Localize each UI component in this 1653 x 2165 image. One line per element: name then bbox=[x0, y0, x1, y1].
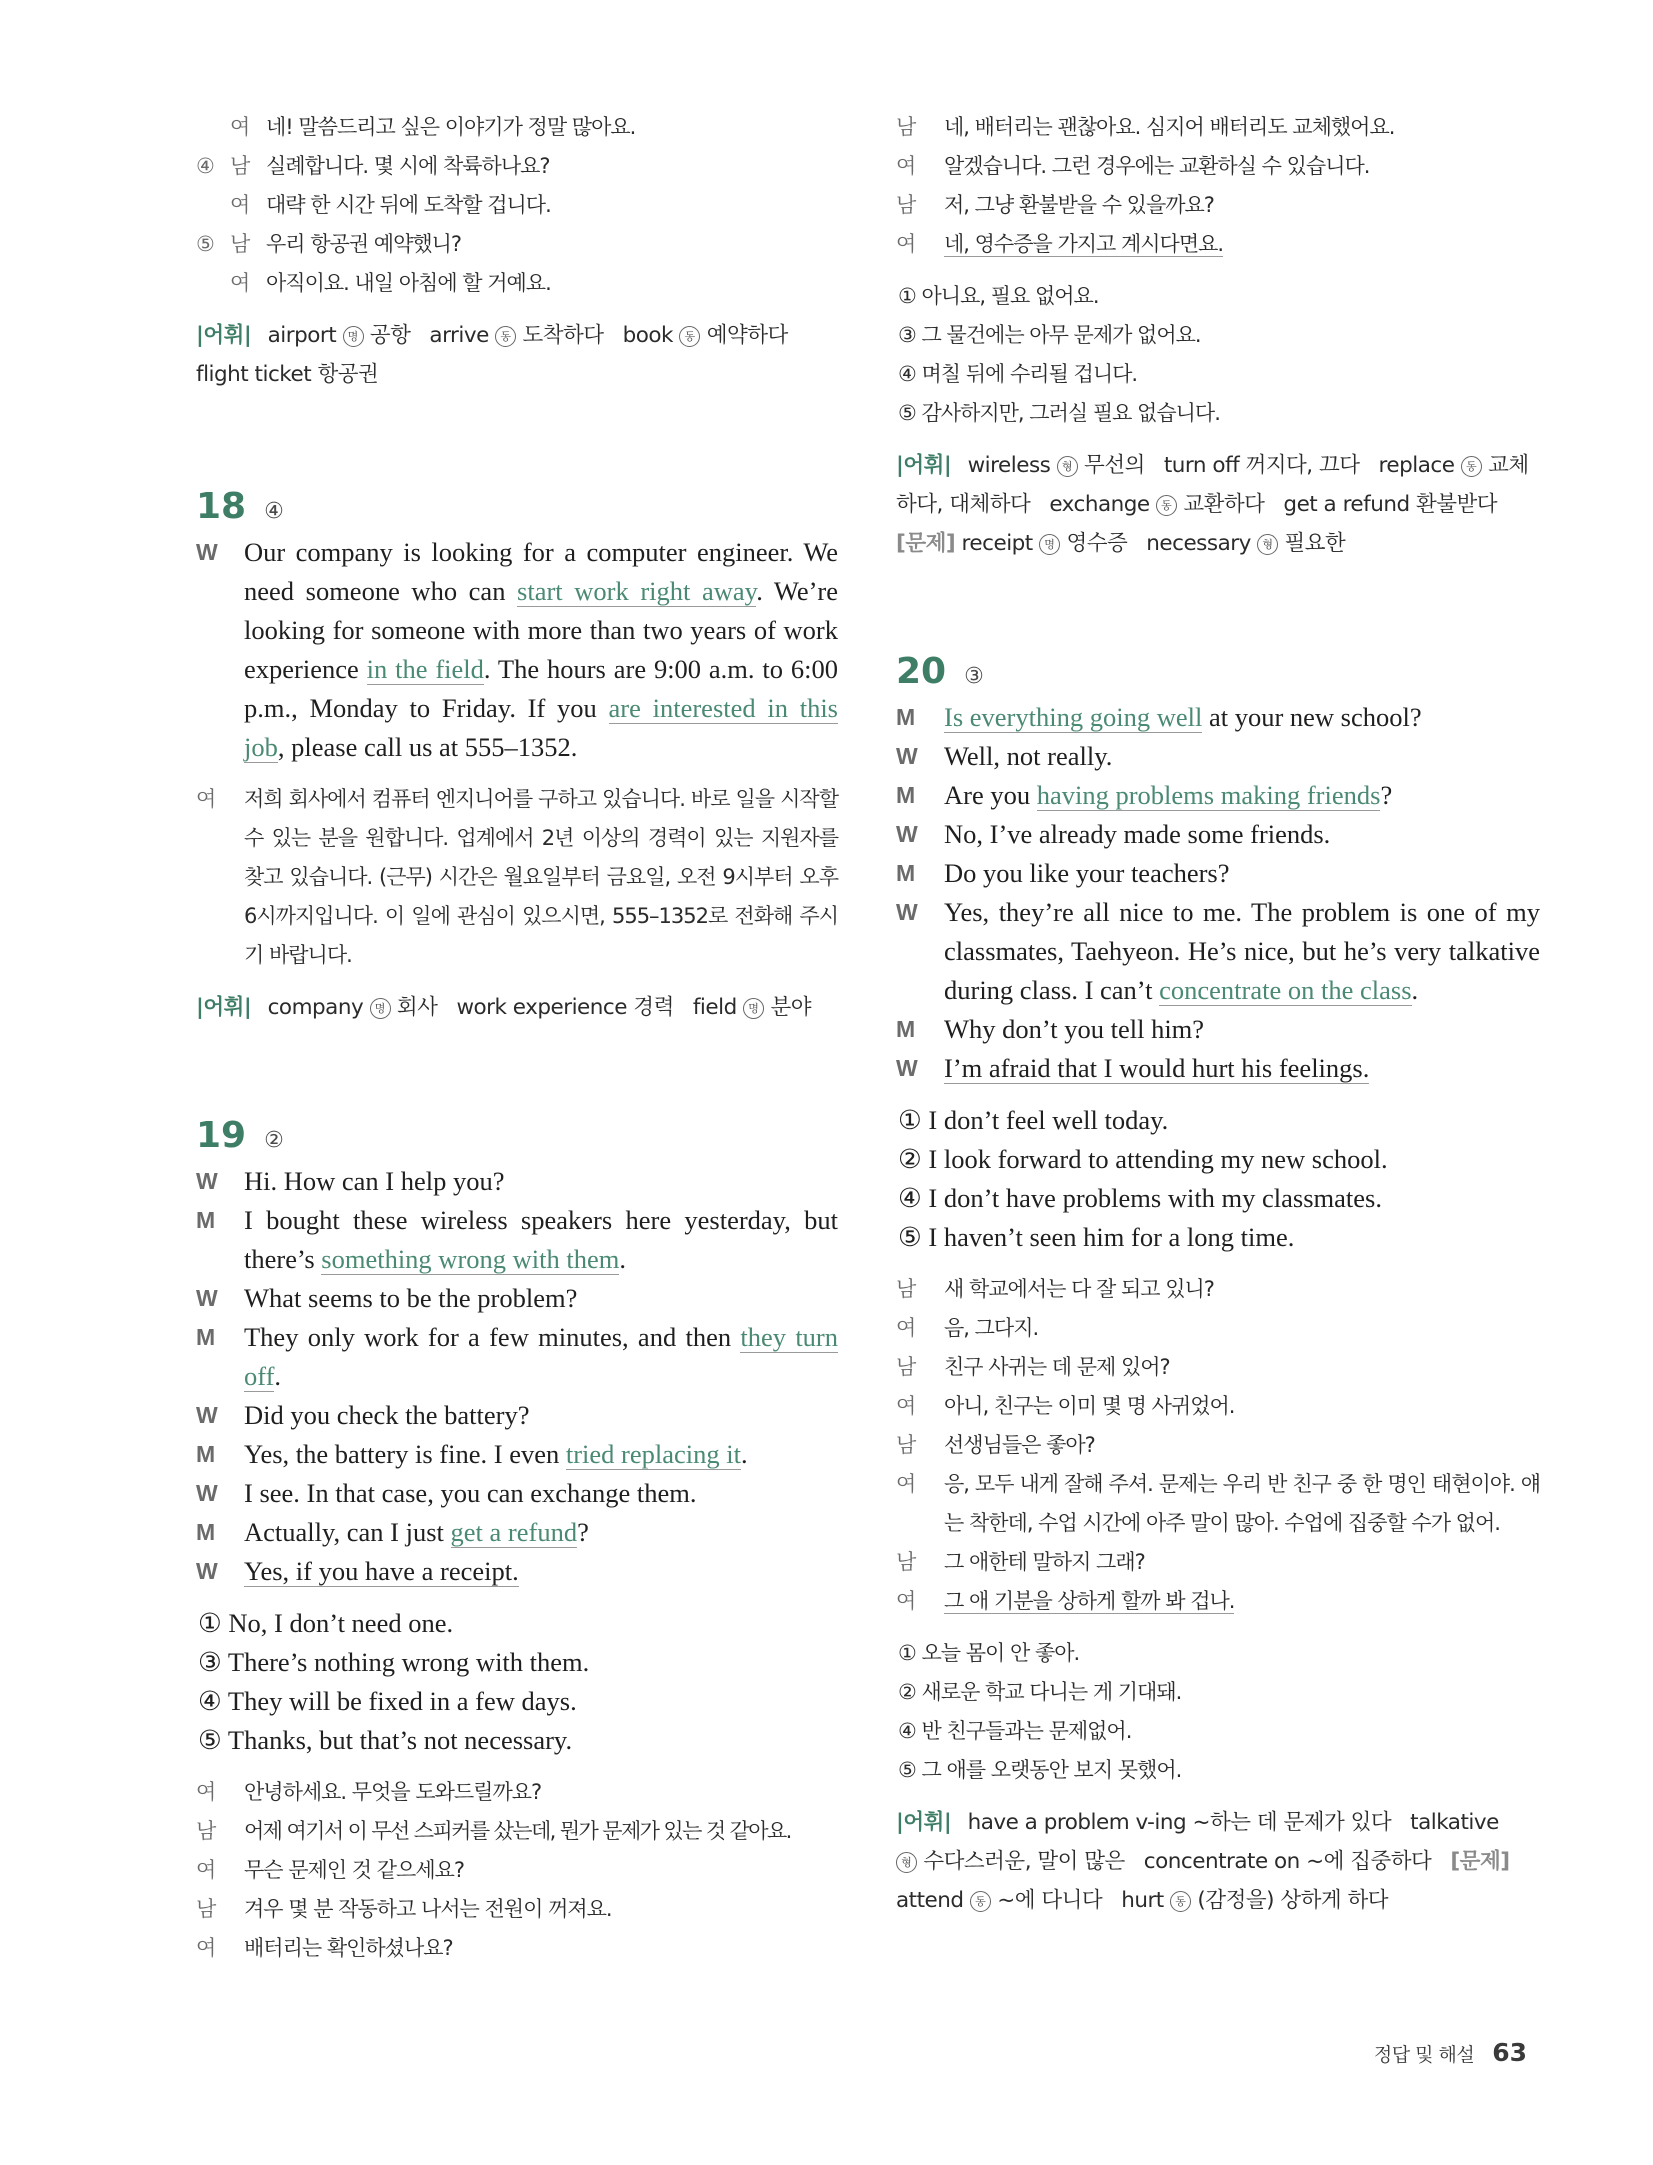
vocab-word: necessary bbox=[1146, 531, 1251, 556]
script-text: I see. In that case, you can exchange them. bbox=[244, 1478, 697, 1508]
script-text: Yes, the battery is fine. I even tried replacing it. bbox=[244, 1439, 748, 1469]
vocab-meaning: 필요한 bbox=[1284, 531, 1346, 556]
speaker-label: W bbox=[896, 1055, 918, 1081]
translation-line bbox=[196, 1890, 838, 1929]
speaker-label: 여 bbox=[896, 154, 916, 178]
translation-line bbox=[896, 186, 1540, 225]
script-line bbox=[896, 698, 1540, 737]
part-of-speech-icon: 명 bbox=[370, 998, 391, 1019]
vocab-tag: [문제] bbox=[1450, 1849, 1510, 1874]
question-header bbox=[196, 1115, 838, 1156]
korean-text: 우리 항공권 예약했니? bbox=[266, 232, 462, 256]
translation-text: 어제 여기서 이 무선 스피커를 샀는데, 뭔가 문제가 있는 것 같아요. bbox=[244, 1819, 791, 1843]
script-text: Actually, can I just get a refund? bbox=[244, 1517, 589, 1547]
part-of-speech-icon: 형 bbox=[1257, 534, 1278, 555]
vocab-meaning: 무선의 bbox=[1084, 453, 1145, 478]
vocab-tag: [문제] bbox=[896, 531, 956, 556]
option-item: ③ There’s nothing wrong with them. bbox=[198, 1647, 590, 1677]
option-item: ④ 며칠 뒤에 수리될 겁니다. bbox=[898, 362, 1138, 386]
script-line bbox=[196, 1513, 838, 1552]
speaker-label: W bbox=[196, 1558, 218, 1584]
key-phrase: concentrate on the class bbox=[1159, 975, 1412, 1005]
part-of-speech-icon: 형 bbox=[1057, 456, 1078, 477]
question-number: 19 bbox=[196, 1115, 247, 1156]
speaker-label: 여 bbox=[196, 1858, 216, 1882]
translation-text: 응, 모두 내게 잘해 주셔. 문제는 우리 반 친구 중 한 명인 태현이야. 얘는 착한데, 수업 시간에 아주 말이 많아. 수업에 집중할 수가 없어. bbox=[944, 1472, 1540, 1535]
translation-text: 저, 그냥 환불받을 수 있을까요? bbox=[944, 193, 1214, 217]
vocab-word: arrive bbox=[429, 323, 489, 348]
script-text: Is everything going well at your new school? bbox=[944, 702, 1422, 732]
translation-line bbox=[896, 1348, 1540, 1387]
translation-line bbox=[896, 225, 1540, 264]
translation-line bbox=[196, 780, 838, 975]
vocabulary-box bbox=[896, 1803, 1540, 1920]
answer-mark: ③ bbox=[964, 664, 984, 689]
translation-line bbox=[896, 1426, 1540, 1465]
translation-line bbox=[896, 1309, 1540, 1348]
speaker-label: W bbox=[196, 1480, 218, 1506]
option-item: ⑤ 그 애를 오랫동안 보지 못했어. bbox=[898, 1758, 1182, 1782]
korean-text: 네! 말씀드리고 싶은 이야기가 정말 많아요. bbox=[266, 115, 636, 139]
answer-mark: ② bbox=[264, 1128, 284, 1153]
vocab-meaning: 분야 bbox=[770, 995, 811, 1020]
speaker-label: 여 bbox=[896, 1589, 916, 1613]
speaker-label: 남 bbox=[196, 1819, 216, 1843]
script-text: Do you like your teachers? bbox=[944, 858, 1230, 888]
script-line bbox=[196, 1201, 838, 1279]
option-item: ② I look forward to attending my new school. bbox=[898, 1144, 1388, 1174]
translation-line bbox=[896, 108, 1540, 147]
question-header bbox=[896, 651, 1540, 692]
part-of-speech-icon: 동 bbox=[495, 326, 516, 347]
translation-text: 저희 회사에서 컴퓨터 엔지니어를 구하고 있습니다. 바로 일을 시작할 수 있는 분을 원합니다. 업계에서 2년 이상의 경력이 있는 지원자를 찾고 있습니다. (근무) 시간은 월요일부터 금요일, 오전 9시부터 오후 6시까지입니다. 이 일에 관심이 있으시면, 555–1352로 전화해 주시기 바랍니다. bbox=[244, 787, 838, 967]
script-text: They only work for a few minutes, and then they turn off. bbox=[244, 1322, 839, 1391]
vocabulary-box bbox=[196, 316, 838, 394]
speaker-label: M bbox=[896, 860, 916, 886]
speaker-label: W bbox=[896, 821, 918, 847]
option-item: ⑤ 감사하지만, 그러실 필요 없습니다. bbox=[898, 401, 1220, 425]
script-line bbox=[896, 815, 1540, 854]
korean-text: 실례합니다. 몇 시에 착륙하나요? bbox=[266, 154, 550, 178]
answer-mark: ④ bbox=[264, 499, 284, 524]
option-item: ⑤ Thanks, but that’s not necessary. bbox=[198, 1725, 573, 1755]
key-phrase: get a refund bbox=[450, 1517, 578, 1547]
translation-text: 알겠습니다. 그런 경우에는 교환하실 수 있습니다. bbox=[944, 154, 1370, 178]
translation-text: 친구 사귀는 데 문제 있어? bbox=[944, 1355, 1170, 1379]
speaker-label: W bbox=[196, 539, 218, 565]
translation-line bbox=[896, 1543, 1540, 1582]
translation-line bbox=[196, 1851, 838, 1890]
korean-line bbox=[196, 225, 838, 264]
part-of-speech-icon: 동 bbox=[679, 326, 700, 347]
speaker-label: M bbox=[196, 1207, 216, 1233]
part-of-speech-icon: 동 bbox=[970, 1891, 991, 1912]
speaker-label: 여 bbox=[230, 115, 250, 139]
script-text: Well, not really. bbox=[944, 741, 1113, 771]
speaker-label: 남 bbox=[896, 1550, 916, 1574]
speaker-label: M bbox=[896, 1016, 916, 1042]
script-line bbox=[196, 1162, 838, 1201]
vocab-tag: |어휘| bbox=[196, 323, 252, 348]
vocab-entry: have a problem v-ing ~하는 데 문제가 있다 bbox=[967, 1810, 1392, 1835]
korean-line bbox=[196, 186, 838, 225]
option-item: ③ 그 물건에는 아무 문제가 없어요. bbox=[898, 323, 1201, 347]
part-of-speech-icon: 명 bbox=[343, 326, 364, 347]
option-item: ① No, I don’t need one. bbox=[198, 1608, 454, 1638]
speaker-label: 남 bbox=[896, 115, 916, 139]
speaker-label: 남 bbox=[230, 232, 250, 256]
translation-line bbox=[896, 1387, 1540, 1426]
vocab-meaning: 예약하다 bbox=[706, 323, 788, 348]
option-item: ④ 반 친구들과는 문제없어. bbox=[898, 1719, 1132, 1743]
translation-line bbox=[196, 1773, 838, 1812]
speaker-label: M bbox=[196, 1324, 216, 1350]
page-number: 63 bbox=[1492, 2038, 1527, 2067]
vocab-word: attend bbox=[896, 1888, 964, 1913]
translation-text: 새 학교에서는 다 잘 되고 있니? bbox=[944, 1277, 1214, 1301]
translation-line bbox=[896, 147, 1540, 186]
vocab-meaning: 수다스러운, 말이 많은 bbox=[923, 1849, 1125, 1874]
speaker-label: 남 bbox=[196, 1897, 216, 1921]
korean-text: 아직이요. 내일 아침에 할 거예요. bbox=[266, 271, 551, 295]
vocab-tag: |어휘| bbox=[196, 995, 252, 1020]
question-number: 18 bbox=[196, 486, 247, 527]
question-number: 20 bbox=[896, 651, 947, 692]
script-text: Our company is looking for a computer engineer. We need someone who can start work right away. We’re looking for someone with more than two years of work experience in the field. The hours are 9:00 a.m. to 6:00 p.m., Monday to Friday. If you are interested in this job, please call us at 555–1352. bbox=[244, 537, 838, 762]
korean-line bbox=[196, 264, 838, 303]
key-phrase: in the field bbox=[366, 654, 484, 684]
script-line bbox=[196, 1318, 838, 1396]
vocab-word: exchange bbox=[1049, 492, 1150, 517]
speaker-label: 여 bbox=[896, 1394, 916, 1418]
speaker-label: 여 bbox=[196, 787, 216, 811]
speaker-label: 여 bbox=[196, 1780, 216, 1804]
script-text: Did you check the battery? bbox=[244, 1400, 530, 1430]
vocab-word: field bbox=[692, 995, 737, 1020]
key-phrase: Is everything going well bbox=[944, 702, 1203, 732]
translation-text: 네, 배터리는 괜찮아요. 심지어 배터리도 교체했어요. bbox=[944, 115, 1395, 139]
script-line bbox=[896, 1010, 1540, 1049]
vocab-word: replace bbox=[1378, 453, 1455, 478]
part-of-speech-icon: 동 bbox=[1156, 495, 1177, 516]
vocab-tag: |어휘| bbox=[896, 453, 952, 478]
option-label: ⑤ bbox=[196, 232, 214, 256]
speaker-label: 여 bbox=[896, 1472, 916, 1496]
vocab-meaning: 교환하다 bbox=[1183, 492, 1265, 517]
speaker-label: 여 bbox=[896, 232, 916, 256]
speaker-label: 남 bbox=[896, 1355, 916, 1379]
left-column bbox=[196, 108, 838, 1968]
translation-text: 음, 그다지. bbox=[944, 1316, 1039, 1340]
script-text: No, I’ve already made some friends. bbox=[944, 819, 1331, 849]
option-label: ④ bbox=[196, 154, 214, 178]
speaker-label: 여 bbox=[896, 1316, 916, 1340]
script-text bbox=[244, 1552, 838, 1591]
vocab-entry: concentrate on ~에 집중하다 bbox=[1143, 1849, 1432, 1874]
vocab-entry: get a refund 환불받다 bbox=[1283, 492, 1498, 517]
option-item: ② 새로운 학교 다니는 게 기대돼. bbox=[898, 1680, 1182, 1704]
translation-line bbox=[196, 1812, 838, 1851]
question-header bbox=[196, 486, 838, 527]
option-item: ① I don’t feel well today. bbox=[898, 1105, 1169, 1135]
script-line bbox=[196, 1435, 838, 1474]
translation-text bbox=[944, 1582, 1540, 1621]
script-line bbox=[896, 893, 1540, 1010]
translation-text: 아니, 친구는 이미 몇 명 사귀었어. bbox=[944, 1394, 1235, 1418]
translation-line bbox=[896, 1270, 1540, 1309]
vocab-entry: flight ticket 항공권 bbox=[196, 362, 379, 387]
speaker-label: M bbox=[196, 1441, 216, 1467]
vocab-tag: |어휘| bbox=[896, 1810, 952, 1835]
speaker-label: 남 bbox=[230, 154, 250, 178]
key-phrase: tried replacing it bbox=[565, 1439, 741, 1469]
key-phrase: are interested in this job bbox=[244, 693, 838, 762]
speaker-label: 남 bbox=[896, 193, 916, 217]
vocab-word: book bbox=[622, 323, 673, 348]
answer-sentence: I’m afraid that I would hurt his feelings. bbox=[944, 1053, 1370, 1083]
speaker-label: 여 bbox=[196, 1936, 216, 1960]
speaker-label: W bbox=[896, 899, 918, 925]
translation-text: 무슨 문제인 것 같으세요? bbox=[244, 1858, 465, 1882]
vocab-meaning: 공항 bbox=[369, 323, 411, 348]
script-line bbox=[896, 737, 1540, 776]
script-text: I bought these wireless speakers here yesterday, but there’s something wrong with them. bbox=[244, 1205, 838, 1274]
key-phrase: having problems making friends bbox=[1036, 780, 1381, 810]
script-text: Hi. How can I help you? bbox=[244, 1166, 505, 1196]
part-of-speech-icon: 동 bbox=[1461, 456, 1482, 477]
script-text: What seems to be the problem? bbox=[244, 1283, 578, 1313]
korean-line bbox=[196, 147, 838, 186]
part-of-speech-icon: 명 bbox=[743, 998, 764, 1019]
translation-text bbox=[944, 225, 1540, 264]
speaker-label: W bbox=[196, 1402, 218, 1428]
answer-sentence: 그 애 기분을 상하게 할까 봐 겁나. bbox=[944, 1589, 1235, 1613]
korean-line bbox=[196, 108, 838, 147]
speaker-label: 남 bbox=[896, 1277, 916, 1301]
option-item: ④ I don’t have problems with my classmates. bbox=[898, 1183, 1382, 1213]
vocab-word: airport bbox=[267, 323, 337, 348]
script-line bbox=[196, 533, 838, 767]
vocab-word: receipt bbox=[961, 531, 1033, 556]
translation-text: 그 애한테 말하지 그래? bbox=[944, 1550, 1145, 1574]
vocab-meaning: 교체하다, 대체하다 bbox=[896, 453, 1529, 517]
vocab-meaning: 도착하다 bbox=[522, 323, 604, 348]
answer-sentence: Yes, if you have a receipt. bbox=[244, 1556, 519, 1586]
part-of-speech-icon: 동 bbox=[1170, 1891, 1191, 1912]
translation-line bbox=[196, 1929, 838, 1968]
vocabulary-box bbox=[196, 988, 838, 1027]
script-line bbox=[196, 1552, 838, 1591]
vocab-entry: work experience 경력 bbox=[456, 995, 674, 1020]
key-phrase: they turn off bbox=[244, 1322, 839, 1391]
script-text: Yes, they’re all nice to me. The problem is one of my classmates, Taehyeon. He’s nice, but he’s very talkative during class. I can’t concentrate on the class. bbox=[944, 897, 1540, 1005]
translation-text: 배터리는 확인하셨나요? bbox=[244, 1936, 453, 1960]
speaker-label: M bbox=[896, 704, 916, 730]
script-text: Are you having problems making friends? bbox=[944, 780, 1393, 810]
option-item: ① 아니요, 필요 없어요. bbox=[898, 284, 1099, 308]
speaker-label: 남 bbox=[896, 1433, 916, 1457]
vocab-meaning: 영수증 bbox=[1066, 531, 1128, 556]
speaker-label: 여 bbox=[230, 193, 250, 217]
korean-text: 대략 한 시간 뒤에 도착할 겁니다. bbox=[266, 193, 551, 217]
option-item: ① 오늘 몸이 안 좋아. bbox=[898, 1641, 1080, 1665]
vocab-entry: turn off 꺼지다, 끄다 bbox=[1163, 453, 1360, 478]
translation-line bbox=[896, 1465, 1540, 1543]
key-phrase: start work right away bbox=[517, 576, 757, 606]
speaker-label: M bbox=[196, 1519, 216, 1545]
right-column bbox=[896, 108, 1540, 1920]
speaker-label: 여 bbox=[230, 271, 250, 295]
script-line bbox=[896, 1049, 1540, 1088]
vocab-word: talkative bbox=[1410, 1810, 1499, 1835]
part-of-speech-icon: 형 bbox=[896, 1852, 917, 1873]
vocab-meaning: ~에 다니다 bbox=[997, 1888, 1103, 1913]
script-line bbox=[896, 854, 1540, 893]
page-footer bbox=[1374, 2038, 1527, 2067]
footer-label: 정답 및 해설 bbox=[1373, 2044, 1475, 2066]
script-text bbox=[944, 1049, 1540, 1088]
vocabulary-box bbox=[896, 446, 1540, 563]
script-line bbox=[196, 1474, 838, 1513]
translation-text: 겨우 몇 분 작동하고 나서는 전원이 꺼져요. bbox=[244, 1897, 612, 1921]
speaker-label: W bbox=[896, 743, 918, 769]
option-item: ⑤ I haven’t seen him for a long time. bbox=[898, 1222, 1295, 1252]
option-item: ④ They will be fixed in a few days. bbox=[198, 1686, 577, 1716]
part-of-speech-icon: 명 bbox=[1039, 534, 1060, 555]
script-line bbox=[196, 1279, 838, 1318]
vocab-word: wireless bbox=[967, 453, 1051, 478]
key-phrase: something wrong with them bbox=[321, 1244, 620, 1274]
translation-text: 안녕하세요. 무엇을 도와드릴까요? bbox=[244, 1780, 542, 1804]
script-text: Why don’t you tell him? bbox=[944, 1014, 1205, 1044]
vocab-word: hurt bbox=[1121, 1888, 1164, 1913]
speaker-label: W bbox=[196, 1168, 218, 1194]
script-line bbox=[896, 776, 1540, 815]
translation-line bbox=[896, 1582, 1540, 1621]
script-line bbox=[196, 1396, 838, 1435]
speaker-label: M bbox=[896, 782, 916, 808]
vocab-meaning: (감정을) 상하게 하다 bbox=[1197, 1888, 1389, 1913]
answer-sentence: 네, 영수증을 가지고 계시다면요. bbox=[944, 232, 1224, 256]
vocab-meaning: 회사 bbox=[396, 995, 438, 1020]
speaker-label: W bbox=[196, 1285, 218, 1311]
translation-text: 선생님들은 좋아? bbox=[944, 1433, 1095, 1457]
vocab-word: company bbox=[267, 995, 364, 1020]
